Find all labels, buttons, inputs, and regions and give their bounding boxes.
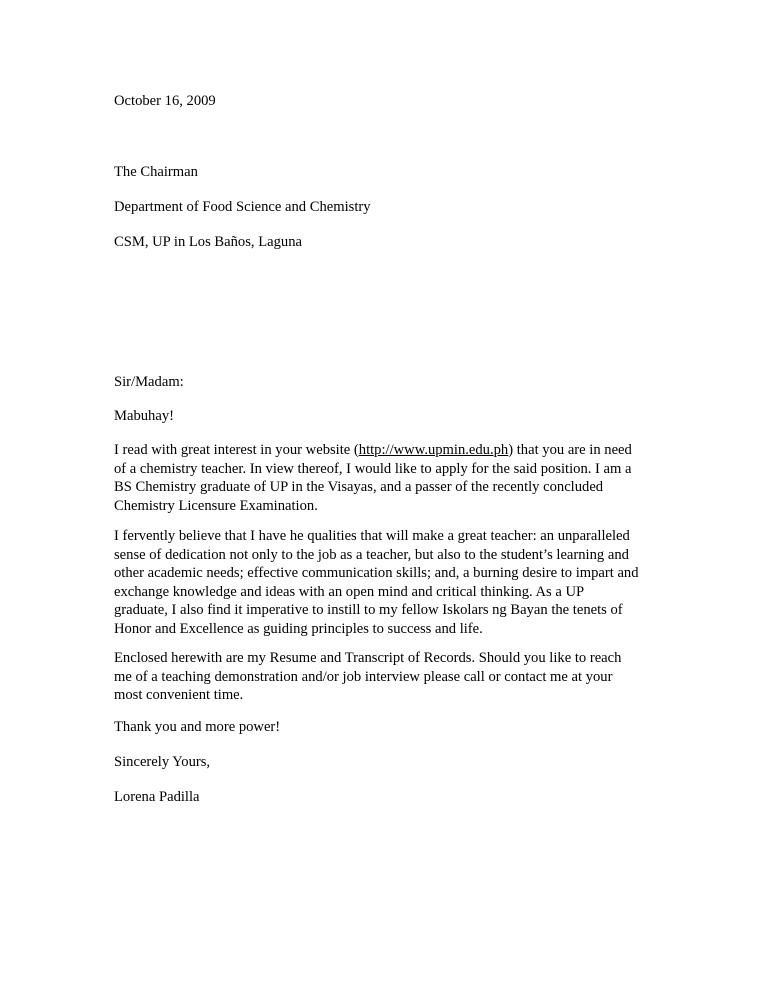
paragraph-line: Chemistry Licensure Examination. [114, 497, 318, 514]
signature-name: Lorena Padilla [114, 789, 200, 805]
paragraph-line: of a chemistry teacher. In view thereof, I would like to apply for the said position. I am a [114, 460, 632, 477]
letter-date: October 16, 2009 [114, 93, 216, 109]
greeting: Mabuhay! [114, 408, 174, 424]
paragraph-text: I read with great interest in your website ( [114, 442, 359, 458]
paragraph-line: sense of dedication not only to the job as a teacher, but also to the student’s learning and [114, 546, 629, 563]
paragraph-line: Honor and Excellence as guiding principles to success and life. [114, 620, 483, 637]
paragraph-line: graduate, I also find it imperative to instill to my fellow Iskolars ng Bayan the tenets of [114, 602, 623, 618]
salutation: Sir/Madam: [114, 374, 184, 390]
paragraph-qualities [114, 527, 674, 638]
paragraph-line: other academic needs; effective communication skills; and, a burning desire to impart and [114, 565, 639, 581]
closing-thanks: Thank you and more power! [114, 719, 281, 735]
paragraph-line: me of a teaching demonstration and/or job interview please call or contact me at your [114, 668, 613, 685]
recipient-department: Department of Food Science and Chemistry [114, 199, 371, 215]
paragraph-line: BS Chemistry graduate of UP in the Visayas, and a passer of the recently concluded [114, 479, 604, 495]
paragraph-line: most convenient time. [114, 687, 244, 703]
recipient-address: CSM, UP in Los Baños, Laguna [114, 234, 302, 250]
paragraph-line: Enclosed herewith are my Resume and Transcript of Records. Should you like to reach [114, 650, 622, 666]
recipient-title: The Chairman [114, 164, 198, 180]
paragraph-enclosures [114, 649, 674, 705]
paragraph-line: exchange knowledge and ideas with an open mind and critical thinking. As a UP [114, 583, 585, 600]
website-link[interactable]: http://www.upmin.edu.ph [358, 442, 509, 458]
paragraph-application [114, 441, 674, 515]
paragraph-line: I fervently believe that I have he qualities that will make a great teacher: an unparalleled [114, 528, 630, 544]
paragraph-text: ) that you are in need [508, 442, 632, 458]
paragraph-line [114, 441, 674, 460]
closing: Sincerely Yours, [114, 754, 211, 770]
